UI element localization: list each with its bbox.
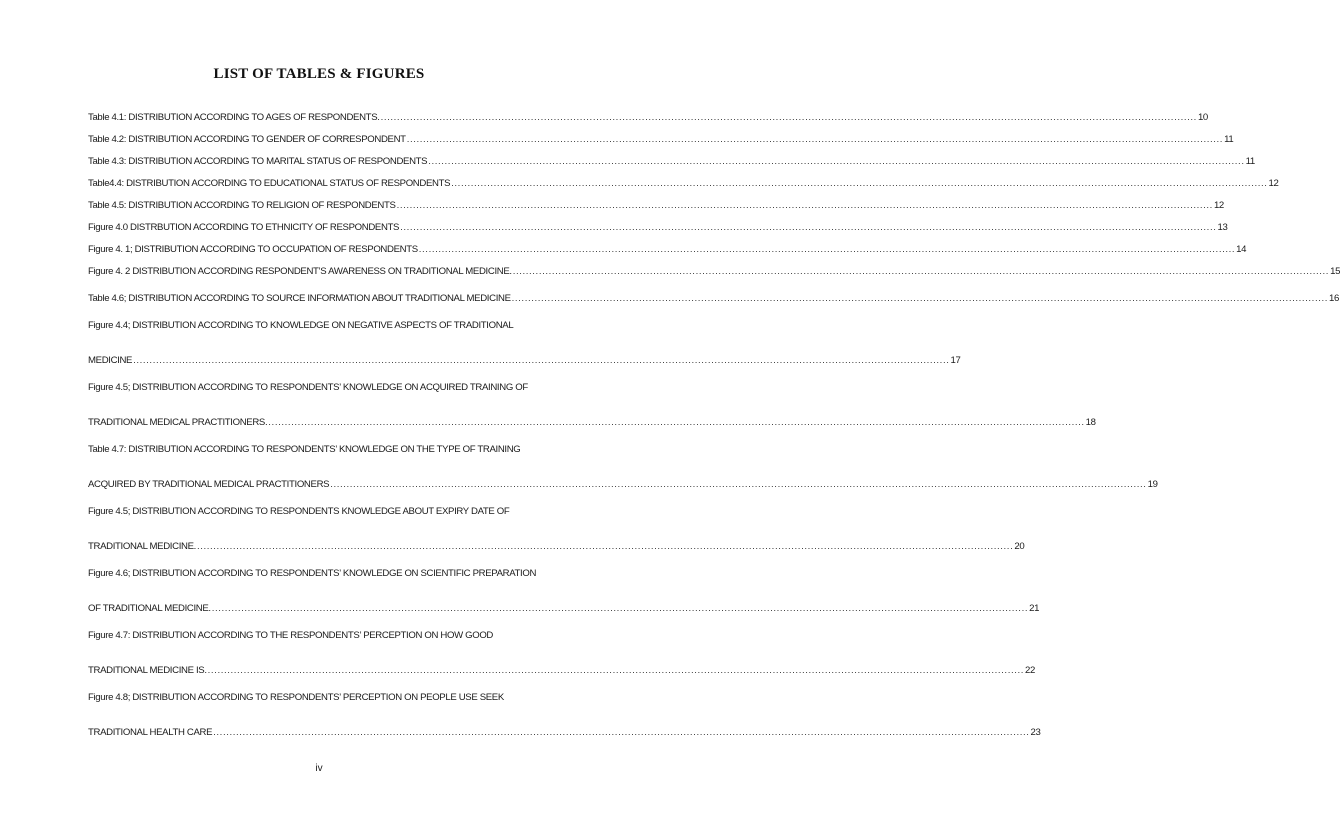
toc-entry-last-line xyxy=(88,725,1041,741)
toc-entry-text: ACQUIRED BY TRADITIONAL MEDICAL PRACTITIONERS xyxy=(88,479,330,490)
toc-entry-page: 22 xyxy=(1025,665,1036,676)
toc-entry-page: 13 xyxy=(1217,222,1228,233)
toc-entry-first-line: Figure 4.8; DISTRIBUTION ACCORDING TO RESPONDENTS’ PERCEPTION ON PEOPLE USE SEEK xyxy=(88,692,504,703)
toc-entry-text: TRADITIONAL HEALTH CARE xyxy=(88,727,213,738)
toc-entry-text: TRADITIONAL MEDICINE IS. xyxy=(88,665,207,676)
dot-leader xyxy=(213,725,1029,741)
toc-entry-page: 14 xyxy=(1236,244,1247,255)
toc-entry-multiline[interactable] xyxy=(88,690,1041,741)
toc-entry-first-line: Figure 4.6; DISTRIBUTION ACCORDING TO RESPONDENTS’ KNOWLEDGE ON SCIENTIFIC PREPARATION xyxy=(88,568,537,579)
toc-entry-page: 15 xyxy=(1330,266,1340,277)
toc-entry-first-line: Figure 4.7: DISTRIBUTION ACCORDING TO THE RESPONDENTS’ PERCEPTION ON HOW GOOD xyxy=(88,630,494,641)
toc-entry-page: 19 xyxy=(1147,479,1158,490)
toc-entry[interactable] xyxy=(88,291,1339,307)
dot-leader xyxy=(513,264,1329,280)
dot-leader xyxy=(268,415,1084,431)
toc-entry[interactable] xyxy=(88,110,1208,126)
toc-entry-text: Table 4.5: DISTRIBUTION ACCORDING TO RELIGION OF RESPONDENTS xyxy=(88,200,396,211)
toc-list xyxy=(88,110,1340,747)
toc-entry-first-line: Figure 4.5; DISTRIBUTION ACCORDING TO RESPONDENTS’ KNOWLEDGE ON ACQUIRED TRAINING OF xyxy=(88,382,528,393)
toc-entry-page: 21 xyxy=(1029,603,1040,614)
toc-entry-first-line: Figure 4.5; DISTRIBUTION ACCORDING TO RESPONDENTS KNOWLEDGE ABOUT EXPIRY DATE OF xyxy=(88,506,510,517)
toc-entry-text: MEDICINE xyxy=(88,355,133,366)
dot-leader xyxy=(428,154,1244,170)
toc-entry[interactable] xyxy=(88,176,1279,192)
toc-entry-last-line xyxy=(88,415,1096,431)
toc-entry-last-line xyxy=(88,353,961,369)
toc-entry-page: 18 xyxy=(1085,417,1096,428)
toc-entry-text: Figure 4. 1; DISTRIBUTION ACCORDING TO OCCUPATION OF RESPONDENTS xyxy=(88,244,418,255)
toc-entry-page: 16 xyxy=(1329,293,1339,304)
toc-entry-last-line xyxy=(88,539,1025,555)
toc-entry-page: 11 xyxy=(1224,134,1234,145)
dot-leader xyxy=(208,663,1024,679)
toc-entry-page: 23 xyxy=(1030,727,1041,738)
dot-leader xyxy=(400,220,1216,236)
toc-entry-page: 17 xyxy=(950,355,961,366)
toc-entry-last-line xyxy=(88,601,1040,617)
toc-entry-multiline[interactable] xyxy=(88,628,1036,679)
dot-leader xyxy=(451,176,1267,192)
dot-leader xyxy=(512,291,1328,307)
dot-leader xyxy=(397,198,1213,214)
toc-entry[interactable] xyxy=(88,154,1255,170)
page-number: iv xyxy=(315,763,323,774)
toc-entry[interactable] xyxy=(88,242,1247,258)
toc-entry-multiline[interactable] xyxy=(88,380,1096,431)
toc-entry[interactable] xyxy=(88,198,1224,214)
dot-leader xyxy=(330,477,1146,493)
dot-leader xyxy=(381,110,1197,126)
toc-entry-text: Figure 4. 2 DISTRIBUTION ACCORDING RESPONDENT’S AWARENESS ON TRADITIONAL MEDICINE. xyxy=(88,266,512,277)
dot-leader xyxy=(197,539,1013,555)
toc-entry-text: Table 4.1: DISTRIBUTION ACCORDING TO AGES OF RESPONDENTS. xyxy=(88,112,380,123)
toc-entry-text: Table 4.3: DISTRIBUTION ACCORDING TO MARITAL STATUS OF RESPONDENTS xyxy=(88,156,428,167)
dot-leader xyxy=(419,242,1235,258)
toc-entry-multiline[interactable] xyxy=(88,504,1025,555)
toc-entry-multiline[interactable] xyxy=(88,442,1158,493)
toc-entry-text: TRADITIONAL MEDICINE. xyxy=(88,541,196,552)
page-title: LIST OF TABLES & FIGURES xyxy=(213,66,425,82)
toc-entry-last-line xyxy=(88,477,1158,493)
toc-entry-page: 11 xyxy=(1245,156,1255,167)
toc-entry-page: 20 xyxy=(1014,541,1025,552)
toc-entry-text: Table4.4: DISTRIBUTION ACCORDING TO EDUCATIONAL STATUS OF RESPONDENTS xyxy=(88,178,451,189)
dot-leader xyxy=(212,601,1028,617)
toc-entry-text: Table 4.2: DISTRIBUTION ACCORDING TO GENDER OF CORRESPONDENT xyxy=(88,134,406,145)
toc-entry-page: 12 xyxy=(1268,178,1279,189)
dot-leader xyxy=(407,132,1223,148)
toc-entry-multiline[interactable] xyxy=(88,318,961,369)
toc-entry-multiline[interactable] xyxy=(88,566,1040,617)
toc-entry-text: TRADITIONAL MEDICAL PRACTITIONERS. xyxy=(88,417,268,428)
toc-entry-text: OF TRADITIONAL MEDICINE. xyxy=(88,603,211,614)
toc-entry-text: Table 4.6; DISTRIBUTION ACCORDING TO SOURCE INFORMATION ABOUT TRADITIONAL MEDICINE xyxy=(88,293,511,304)
toc-entry-last-line xyxy=(88,663,1036,679)
toc-entry-first-line: Figure 4.4; DISTRIBUTION ACCORDING TO KNOWLEDGE ON NEGATIVE ASPECTS OF TRADITIONAL xyxy=(88,320,514,331)
toc-entry-first-line: Table 4.7: DISTRIBUTION ACCORDING TO RESPONDENTS’ KNOWLEDGE ON THE TYPE OF TRAINING xyxy=(88,444,521,455)
toc-entry-page: 12 xyxy=(1213,200,1224,211)
toc-entry-page: 10 xyxy=(1197,112,1208,123)
dot-leader xyxy=(133,353,949,369)
toc-entry[interactable] xyxy=(88,220,1228,236)
toc-entry[interactable] xyxy=(88,264,1340,280)
toc-entry[interactable] xyxy=(88,132,1234,148)
toc-entry-text: Figure 4.0 DISTRBUTION ACCORDING TO ETHNICITY OF RESPONDENTS xyxy=(88,222,400,233)
